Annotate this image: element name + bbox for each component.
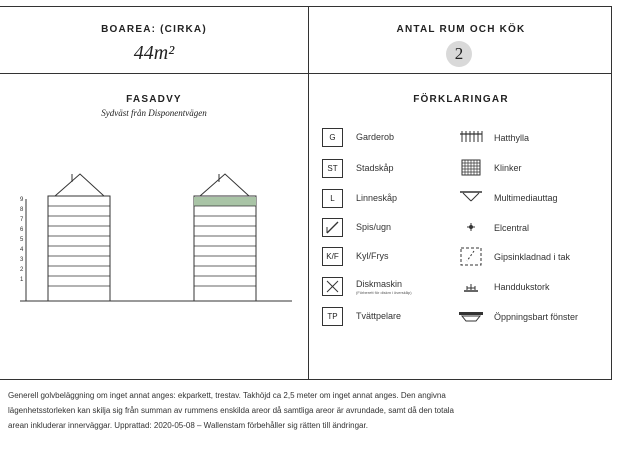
apartment-highlight <box>194 197 256 206</box>
legend-label: Garderob <box>356 132 395 142</box>
legend-label: Kyl/Frys <box>356 251 389 261</box>
area-value: 44m² <box>133 42 175 64</box>
stove-icon <box>322 218 343 237</box>
floor-number: 7 <box>20 217 24 223</box>
legend-label: Diskmaskin <box>356 279 403 289</box>
facade-subtitle: Sydväst från Disponentvägen <box>101 108 207 118</box>
gypsum-ceiling-icon <box>458 247 484 267</box>
rooms-value: 2 <box>446 41 472 67</box>
floor-number: 2 <box>20 267 24 273</box>
legend-code-box: ST <box>322 159 343 178</box>
floor-number: 8 <box>20 207 24 213</box>
legend-label: Linneskåp <box>356 193 398 203</box>
legend-code-box: G <box>322 128 343 147</box>
window-icon <box>458 307 484 327</box>
facade-drawing <box>0 160 308 310</box>
footer-line: lägenhetsstorleken kan skilja sig från summan av rummens enskilda areor då samtliga areor är avrundade, samt då den totala <box>8 406 455 415</box>
legend-sublabel: (Förberett för diskm i överskåp) <box>356 290 412 295</box>
towel-dryer-icon <box>458 277 484 297</box>
legend-title: FÖRKLARINGAR <box>413 94 509 105</box>
area-label: BOAREA: (CIRKA) <box>101 24 207 35</box>
hat-shelf-icon <box>458 128 484 148</box>
legend-code-box: L <box>322 189 343 208</box>
floor-number: 1 <box>20 277 24 283</box>
electric-central-icon <box>458 218 484 238</box>
legend-label: Multimediauttag <box>494 193 558 203</box>
floor-number: 5 <box>20 237 24 243</box>
building-right <box>194 174 256 301</box>
tile-icon <box>458 158 484 178</box>
footer-line: arean inkluderar innerväggar. Upprattad: 2020-05-08 – Wallenstam förbehåller sig rätten till ändringar. <box>8 421 368 430</box>
footer-note <box>8 388 618 433</box>
legend-label: Spis/ugn <box>356 222 392 232</box>
footer-line: Generell golvbeläggning om inget annat anges: ekparkett, trestav. Takhöjd ca 2,5 meter om inget annat anges. Den angivna <box>8 391 446 400</box>
dishwasher-icon <box>322 277 343 296</box>
floor-number: 6 <box>20 227 24 233</box>
floor-number: 3 <box>20 257 24 263</box>
legend-label: Öppningsbart fönster <box>494 312 579 322</box>
divider-vertical <box>308 6 309 380</box>
divider-top <box>0 73 612 74</box>
legend-code-box: TP <box>322 307 343 326</box>
legend-code-box: K/F <box>322 247 343 266</box>
building-left <box>48 174 110 301</box>
legend-label: Elcentral <box>494 223 530 233</box>
legend-label: Tvättpelare <box>356 311 402 321</box>
floor-number: 9 <box>20 197 24 203</box>
floor-number: 4 <box>20 247 24 253</box>
legend-label: Stadskåp <box>356 163 394 173</box>
facade-title: FASADVY <box>126 94 182 105</box>
rooms-label: ANTAL RUM OCH KÖK <box>396 24 526 35</box>
media-outlet-icon <box>458 188 484 208</box>
legend-label: Klinker <box>494 163 522 173</box>
legend-label: Handdukstork <box>494 282 550 292</box>
legend-label: Gipsinkladnad i tak <box>494 252 571 262</box>
legend-label: Hatthylla <box>494 133 530 143</box>
